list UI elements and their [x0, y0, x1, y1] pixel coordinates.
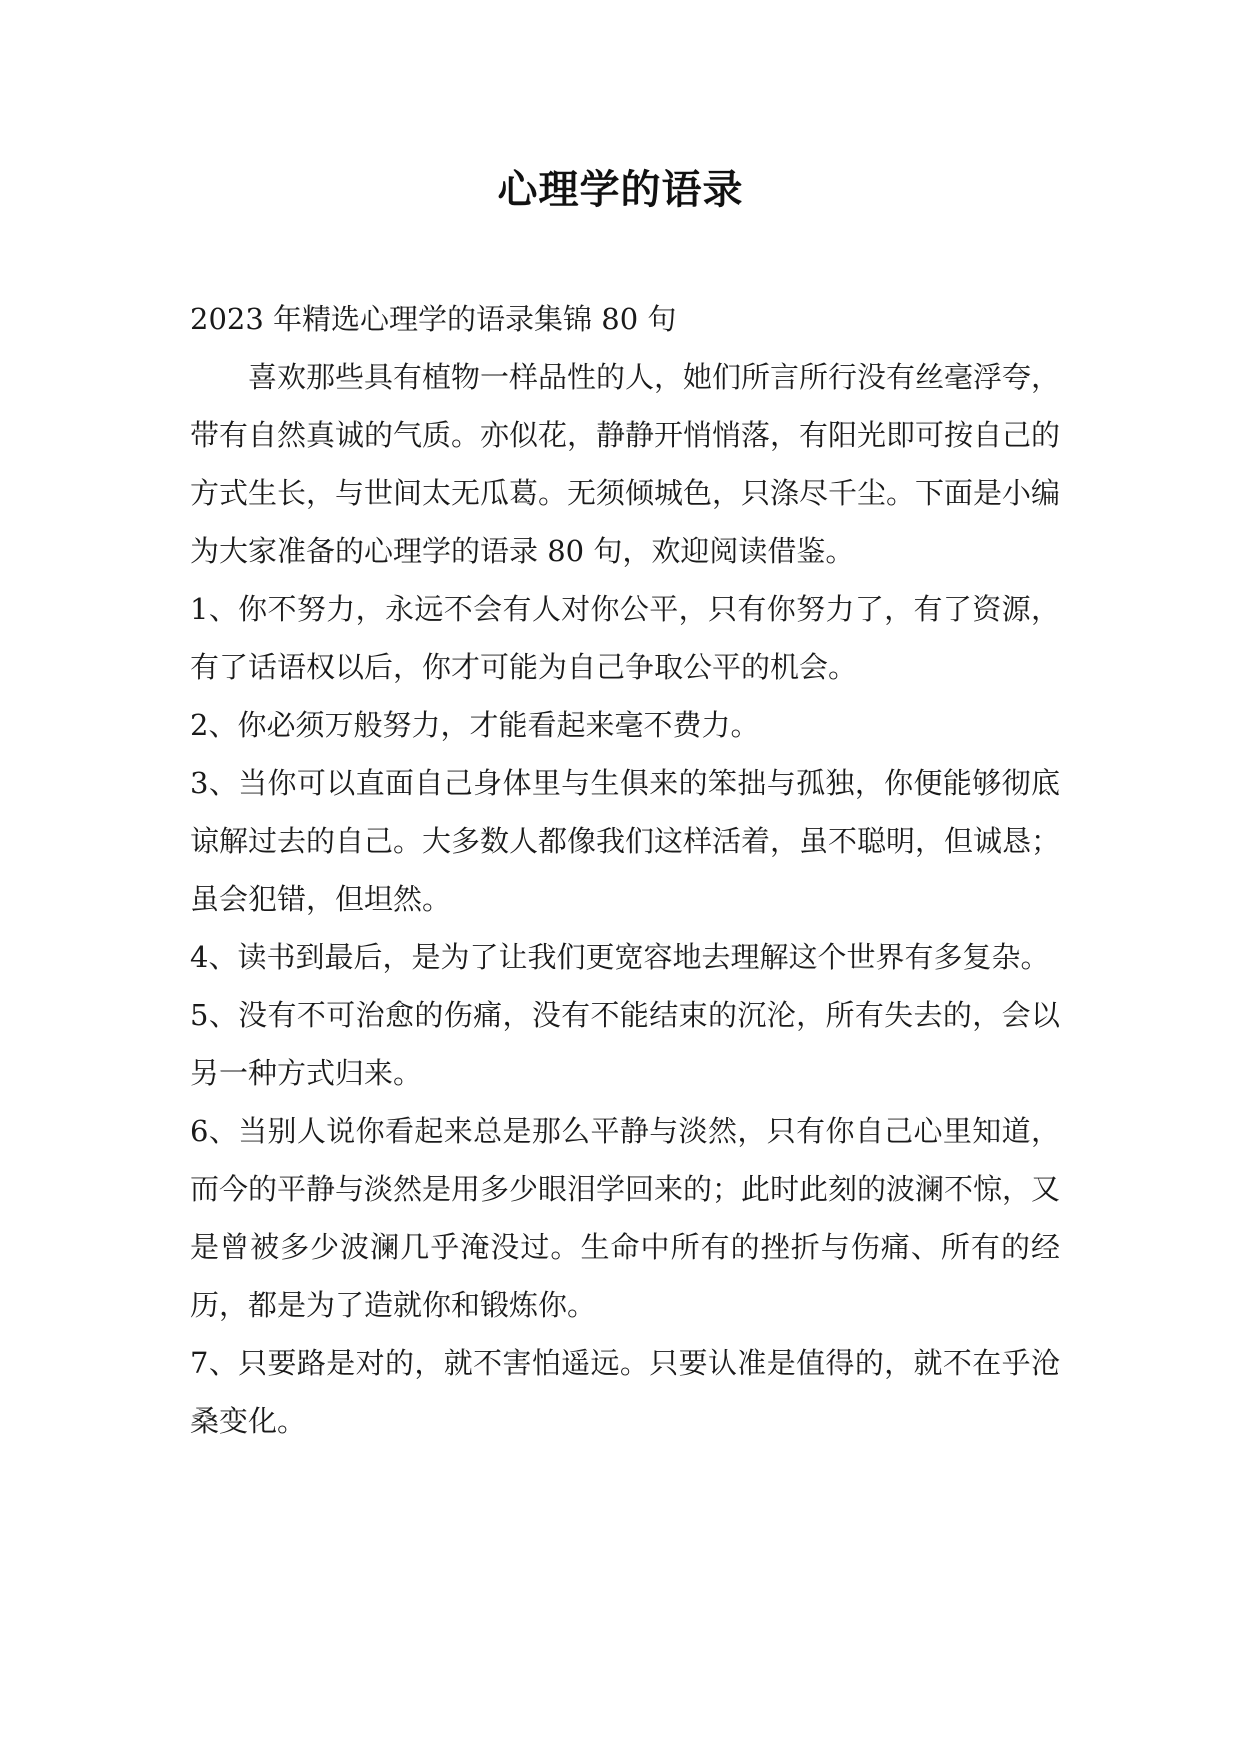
quote-item: 4、读书到最后，是为了让我们更宽容地去理解这个世界有多复杂。	[190, 940, 1050, 974]
quote-item: 6、当别人说你看起来总是那么平静与淡然，只有你自己心里知道，而今的平静与淡然是用多少眼泪学回来的；此时此刻的波澜不惊，又是曾被多少波澜几乎淹没过。生命中所有的挫折与伤痛、所有的经历，都是为了造就你和锻炼你。	[190, 1114, 1061, 1322]
intro-paragraph: 喜欢那些具有植物一样品性的人，她们所言所行没有丝毫浮夸，带有自然真诚的气质。亦似花，静静开悄悄落，有阳光即可按自己的方式生长，与世间太无瓜葛。无须倾城色，只涤尽千尘。下面是小编为大家准备的心理学的语录 80 句，欢迎阅读借鉴。	[190, 360, 1061, 568]
quote-item: 5、没有不可治愈的伤痛，没有不能结束的沉沦，所有失去的，会以另一种方式归来。	[190, 998, 1060, 1090]
document-body	[190, 290, 1060, 1450]
document-subtitle: 2023 年精选心理学的语录集锦 80 句	[190, 302, 677, 336]
quote-item: 1、你不努力，永远不会有人对你公平，只有你努力了，有了资源，有了话语权以后，你才可能为自己争取公平的机会。	[190, 592, 1060, 684]
document-title: 心理学的语录	[497, 167, 744, 213]
quote-item: 3、当你可以直面自己身体里与生俱来的笨拙与孤独，你便能够彻底谅解过去的自己。大多数人都像我们这样活着，虽不聪明，但诚恳；虽会犯错，但坦然。	[190, 766, 1061, 916]
quote-item: 2、你必须万般努力，才能看起来毫不费力。	[190, 708, 760, 742]
quote-item: 7、只要路是对的，就不害怕遥远。只要认准是值得的，就不在乎沧桑变化。	[190, 1346, 1060, 1438]
